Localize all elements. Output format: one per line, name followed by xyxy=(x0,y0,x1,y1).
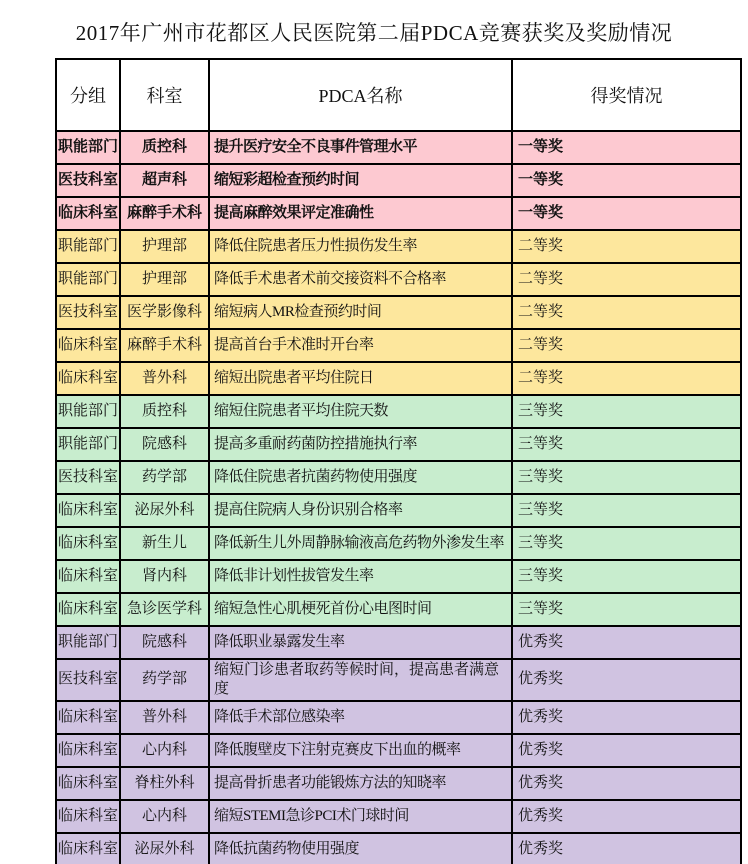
cell-award: 优秀奖 xyxy=(512,701,741,734)
cell-award: 三等奖 xyxy=(512,428,741,461)
cell-pdca: 降低抗菌药物使用强度 xyxy=(209,833,512,864)
cell-group: 临床科室 xyxy=(56,800,120,833)
cell-group: 医技科室 xyxy=(56,296,120,329)
cell-award: 一等奖 xyxy=(512,197,741,230)
cell-pdca: 提升医疗安全不良事件管理水平 xyxy=(209,131,512,164)
cell-group: 临床科室 xyxy=(56,329,120,362)
table-row xyxy=(56,197,741,230)
cell-dept: 心内科 xyxy=(120,734,209,767)
table-row xyxy=(56,395,741,428)
cell-award: 优秀奖 xyxy=(512,626,741,659)
cell-award: 优秀奖 xyxy=(512,800,741,833)
cell-group: 职能部门 xyxy=(56,230,120,263)
cell-dept: 质控科 xyxy=(120,131,209,164)
cell-award: 优秀奖 xyxy=(512,659,741,701)
cell-dept: 麻醉手术科 xyxy=(120,197,209,230)
table-row xyxy=(56,362,741,395)
table-row xyxy=(56,593,741,626)
cell-group: 职能部门 xyxy=(56,626,120,659)
cell-dept: 泌尿外科 xyxy=(120,833,209,864)
cell-award: 优秀奖 xyxy=(512,734,741,767)
cell-award: 二等奖 xyxy=(512,263,741,296)
table-row xyxy=(56,527,741,560)
cell-pdca: 缩短门诊患者取药等候时间，提高患者满意度 xyxy=(209,659,512,701)
cell-pdca: 提高首台手术准时开台率 xyxy=(209,329,512,362)
cell-dept: 药学部 xyxy=(120,659,209,701)
cell-award: 三等奖 xyxy=(512,527,741,560)
table-row xyxy=(56,659,741,701)
cell-pdca: 降低非计划性拔管发生率 xyxy=(209,560,512,593)
cell-dept: 急诊医学科 xyxy=(120,593,209,626)
cell-pdca: 降低住院患者抗菌药物使用强度 xyxy=(209,461,512,494)
cell-group: 临床科室 xyxy=(56,197,120,230)
cell-group: 职能部门 xyxy=(56,263,120,296)
cell-pdca: 降低腹壁皮下注射克赛皮下出血的概率 xyxy=(209,734,512,767)
cell-award: 优秀奖 xyxy=(512,833,741,864)
table-row xyxy=(56,701,741,734)
cell-dept: 超声科 xyxy=(120,164,209,197)
cell-pdca: 缩短出院患者平均住院日 xyxy=(209,362,512,395)
cell-group: 临床科室 xyxy=(56,560,120,593)
table-row xyxy=(56,263,741,296)
table-row xyxy=(56,230,741,263)
cell-group: 医技科室 xyxy=(56,659,120,701)
cell-dept: 普外科 xyxy=(120,362,209,395)
table-row xyxy=(56,734,741,767)
cell-group: 职能部门 xyxy=(56,131,120,164)
cell-dept: 心内科 xyxy=(120,800,209,833)
cell-pdca: 降低职业暴露发生率 xyxy=(209,626,512,659)
table-row xyxy=(56,767,741,800)
cell-dept: 院感科 xyxy=(120,626,209,659)
cell-group: 职能部门 xyxy=(56,395,120,428)
cell-pdca: 缩短彩超检查预约时间 xyxy=(209,164,512,197)
table-row xyxy=(56,329,741,362)
cell-pdca: 提高麻醉效果评定准确性 xyxy=(209,197,512,230)
cell-pdca: 降低手术部位感染率 xyxy=(209,701,512,734)
cell-dept: 护理部 xyxy=(120,230,209,263)
cell-pdca: 降低住院患者压力性损伤发生率 xyxy=(209,230,512,263)
cell-group: 临床科室 xyxy=(56,527,120,560)
cell-award: 二等奖 xyxy=(512,230,741,263)
cell-group: 临床科室 xyxy=(56,494,120,527)
cell-dept: 药学部 xyxy=(120,461,209,494)
cell-dept: 普外科 xyxy=(120,701,209,734)
cell-award: 二等奖 xyxy=(512,329,741,362)
cell-group: 医技科室 xyxy=(56,164,120,197)
cell-pdca: 降低手术患者术前交接资料不合格率 xyxy=(209,263,512,296)
table-row xyxy=(56,626,741,659)
cell-award: 一等奖 xyxy=(512,131,741,164)
cell-group: 职能部门 xyxy=(56,428,120,461)
cell-pdca: 提高骨折患者功能锻炼方法的知晓率 xyxy=(209,767,512,800)
cell-award: 一等奖 xyxy=(512,164,741,197)
table-row xyxy=(56,833,741,864)
awards-table xyxy=(55,58,742,864)
table-row xyxy=(56,461,741,494)
cell-award: 三等奖 xyxy=(512,395,741,428)
cell-award: 三等奖 xyxy=(512,461,741,494)
cell-award: 三等奖 xyxy=(512,494,741,527)
awards-table-body xyxy=(56,131,741,864)
table-row xyxy=(56,296,741,329)
cell-dept: 院感科 xyxy=(120,428,209,461)
cell-dept: 医学影像科 xyxy=(120,296,209,329)
cell-dept: 质控科 xyxy=(120,395,209,428)
cell-award: 优秀奖 xyxy=(512,767,741,800)
cell-pdca: 降低新生儿外周静脉输液高危药物外渗发生率 xyxy=(209,527,512,560)
table-row xyxy=(56,800,741,833)
cell-dept: 护理部 xyxy=(120,263,209,296)
cell-award: 三等奖 xyxy=(512,560,741,593)
cell-group: 临床科室 xyxy=(56,701,120,734)
cell-dept: 麻醉手术科 xyxy=(120,329,209,362)
table-row xyxy=(56,131,741,164)
table-row xyxy=(56,164,741,197)
cell-group: 医技科室 xyxy=(56,461,120,494)
col-header-pdca: PDCA名称 xyxy=(209,59,512,131)
table-row xyxy=(56,494,741,527)
cell-dept: 新生儿 xyxy=(120,527,209,560)
table-row xyxy=(56,428,741,461)
cell-dept: 脊柱外科 xyxy=(120,767,209,800)
cell-pdca: 提高住院病人身份识别合格率 xyxy=(209,494,512,527)
cell-group: 临床科室 xyxy=(56,734,120,767)
cell-award: 二等奖 xyxy=(512,296,741,329)
cell-pdca: 缩短住院患者平均住院天数 xyxy=(209,395,512,428)
cell-dept: 泌尿外科 xyxy=(120,494,209,527)
cell-pdca: 缩短急性心肌梗死首份心电图时间 xyxy=(209,593,512,626)
col-header-award: 得奖情况 xyxy=(512,59,741,131)
cell-pdca: 缩短STEMI急诊PCI术门球时间 xyxy=(209,800,512,833)
cell-award: 二等奖 xyxy=(512,362,741,395)
page-title: 2017年广州市花都区人民医院第二届PDCA竞赛获奖及奖励情况 xyxy=(75,21,673,45)
cell-pdca: 提高多重耐药菌防控措施执行率 xyxy=(209,428,512,461)
cell-group: 临床科室 xyxy=(56,362,120,395)
col-header-dept: 科室 xyxy=(120,59,209,131)
cell-pdca: 缩短病人MR检查预约时间 xyxy=(209,296,512,329)
cell-group: 临床科室 xyxy=(56,593,120,626)
cell-dept: 肾内科 xyxy=(120,560,209,593)
col-header-group: 分组 xyxy=(56,59,120,131)
table-row xyxy=(56,560,741,593)
cell-award: 三等奖 xyxy=(512,593,741,626)
cell-group: 临床科室 xyxy=(56,767,120,800)
header-row xyxy=(56,59,741,131)
cell-group: 临床科室 xyxy=(56,833,120,864)
